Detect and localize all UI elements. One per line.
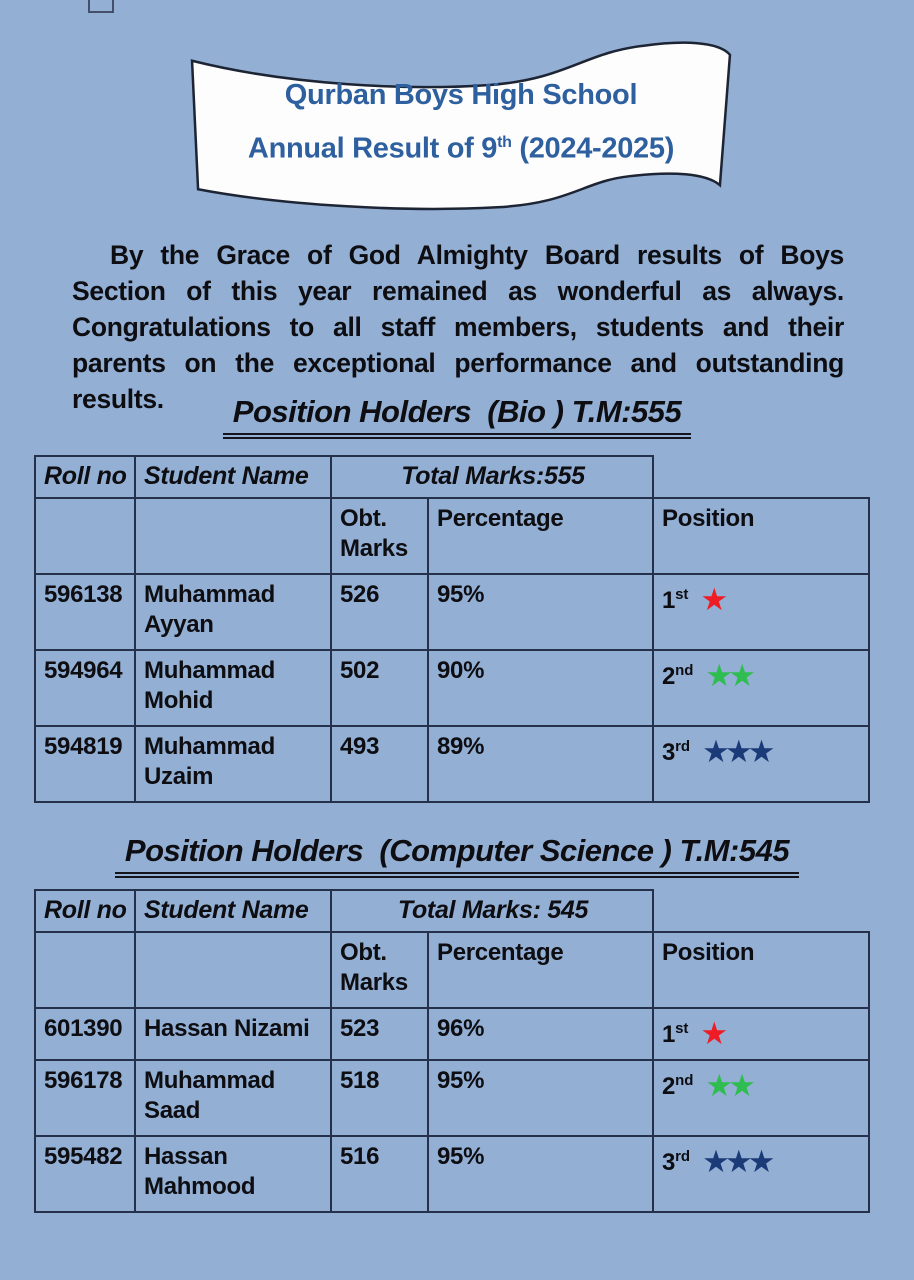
position-cell: 1st ★ (653, 574, 869, 650)
col-header-roll: Roll no (35, 456, 135, 498)
percentage: 95% (428, 1060, 653, 1136)
table-row (35, 1008, 869, 1060)
col-header-percentage: Percentage (428, 932, 653, 1008)
roll-no: 594964 (35, 650, 135, 726)
table-row (35, 574, 869, 650)
obtained-marks: 516 (331, 1136, 428, 1212)
star-icon: ★★ (705, 1068, 751, 1104)
col-header-total-marks: Total Marks: 545 (331, 890, 653, 932)
computer-science-results-table (34, 889, 870, 1213)
table-row (35, 1136, 869, 1212)
intro-paragraph: By the Grace of God Almighty Board results of Boys Section of this year remained as wonderful as always. Congratulations to all staff members, students and their parents on the exceptional performance and outstanding results. (72, 239, 844, 414)
banner-text (212, 72, 710, 173)
empty-cell (135, 498, 331, 574)
roll-no: 594819 (35, 726, 135, 802)
school-name: Qurban Boys High School (284, 79, 638, 111)
roll-no: 596178 (35, 1060, 135, 1136)
percentage: 95% (428, 574, 653, 650)
table-header-row (35, 456, 869, 498)
title-banner (178, 34, 740, 212)
corner-box-artifact (88, 0, 114, 13)
star-icon: ★ (700, 1016, 724, 1052)
star-icon: ★ (700, 582, 724, 618)
position-cell: 1st ★ (653, 1008, 869, 1060)
col-header-percentage: Percentage (428, 498, 653, 574)
student-name: Muhammad Saad (135, 1060, 331, 1136)
obtained-marks: 518 (331, 1060, 428, 1136)
table-row (35, 726, 869, 802)
roll-no: 596138 (35, 574, 135, 650)
section-title-bio (0, 394, 914, 439)
table-header-row (35, 890, 869, 932)
empty-cell (35, 932, 135, 1008)
position-cell: 3rd ★★★ (653, 1136, 869, 1212)
table-subheader-row (35, 932, 869, 1008)
col-header-obt-marks: Obt. Marks (331, 932, 428, 1008)
bio-results-table (34, 455, 870, 803)
star-icon: ★★★ (702, 1144, 771, 1180)
empty-cell (135, 932, 331, 1008)
spacer-cell (653, 890, 869, 932)
position-cell: 3rd ★★★ (653, 726, 869, 802)
student-name: Muhammad Uzaim (135, 726, 331, 802)
student-name: Hassan Mahmood (135, 1136, 331, 1212)
obtained-marks: 526 (331, 574, 428, 650)
position-cell: 2nd ★★ (653, 650, 869, 726)
student-name: Muhammad Mohid (135, 650, 331, 726)
table-row (35, 650, 869, 726)
col-header-obt-marks: Obt. Marks (331, 498, 428, 574)
star-icon: ★★ (705, 658, 751, 694)
roll-no: 601390 (35, 1008, 135, 1060)
roll-no: 595482 (35, 1136, 135, 1212)
student-name: Hassan Nizami (135, 1008, 331, 1060)
table-subheader-row (35, 498, 869, 574)
ordinal-sup: th (497, 134, 512, 151)
col-header-total-marks: Total Marks:555 (331, 456, 653, 498)
col-header-name: Student Name (135, 890, 331, 932)
student-name: Muhammad Ayyan (135, 574, 331, 650)
star-icon: ★★★ (702, 734, 771, 770)
spacer-cell (653, 456, 869, 498)
table-row (35, 1060, 869, 1136)
percentage: 89% (428, 726, 653, 802)
obtained-marks: 493 (331, 726, 428, 802)
obtained-marks: 502 (331, 650, 428, 726)
percentage: 96% (428, 1008, 653, 1060)
section-title-bio-text: Position Holders (Bio ) T.M:555 (223, 394, 691, 439)
section-title-computer-science (0, 833, 914, 878)
percentage: 95% (428, 1136, 653, 1212)
col-header-position: Position (653, 498, 869, 574)
col-header-name: Student Name (135, 456, 331, 498)
col-header-roll: Roll no (35, 890, 135, 932)
percentage: 90% (428, 650, 653, 726)
empty-cell (35, 498, 135, 574)
obtained-marks: 523 (331, 1008, 428, 1060)
col-header-position: Position (653, 932, 869, 1008)
section-title-cs-text: Position Holders (Computer Science ) T.M:545 (115, 833, 799, 878)
result-subtitle: Annual Result of 9th (2024-2025) (247, 132, 675, 165)
position-cell: 2nd ★★ (653, 1060, 869, 1136)
